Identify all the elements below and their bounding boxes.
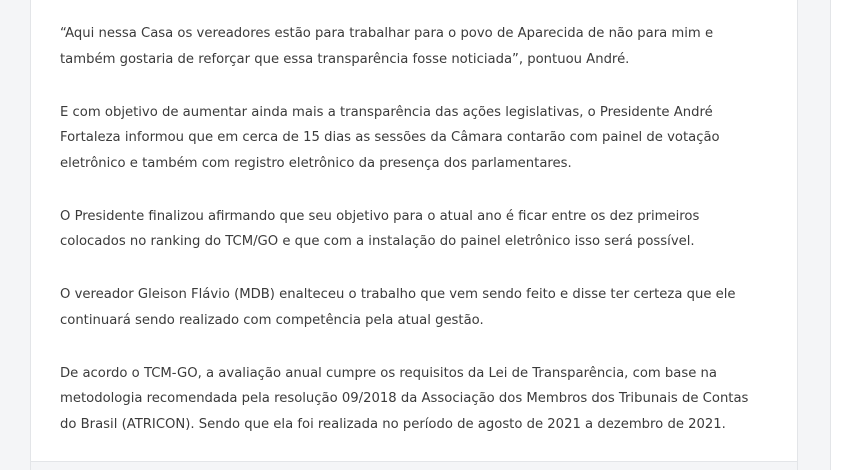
article-card [30,0,798,462]
article-body [60,21,760,437]
sidebar-edge [830,0,844,470]
article-paragraph-ranking-goal: O Presidente finalizou afirmando que seu objetivo para o atual ano é ficar entre os dez primeiros colocados no ranking do TCM/GO e que com a instalação do painel eletrônico isso será possível. [60,208,700,249]
next-section-edge [30,462,798,470]
article-paragraph-voting-panel: E com objetivo de aumentar ainda mais a transparência das ações legislativas, o Presidente André Fortaleza informou que em cerca de 15 dias as sessões da Câmara contarão com painel de votação eletrônico e também com registro eletrônico da presença dos parlamentares. [60,104,720,171]
article-paragraph-quote: “Aqui nessa Casa os vereadores estão para trabalhar para o povo de Aparecida de não para mim e também gostaria de reforçar que essa transparência fosse noticiada”, pontuou André. [60,26,714,67]
article-paragraph-tcm-evaluation: De acordo o TCM-GO, a avaliação anual cumpre os requisitos da Lei de Transparência, com base na metodologia recomendada pela resolução 09/2018 da Associação dos Membros dos Tribunais de Contas do Brasil (ATRICON). Sendo que ela foi realizada no período de agosto de 2021 a dezembro de 2021. [60,365,749,432]
article-paragraph-councilman: O vereador Gleison Flávio (MDB) enalteceu o trabalho que vem sendo feito e disse ter certeza que ele continuará sendo realizado com competência pela atual gestão. [60,287,736,328]
